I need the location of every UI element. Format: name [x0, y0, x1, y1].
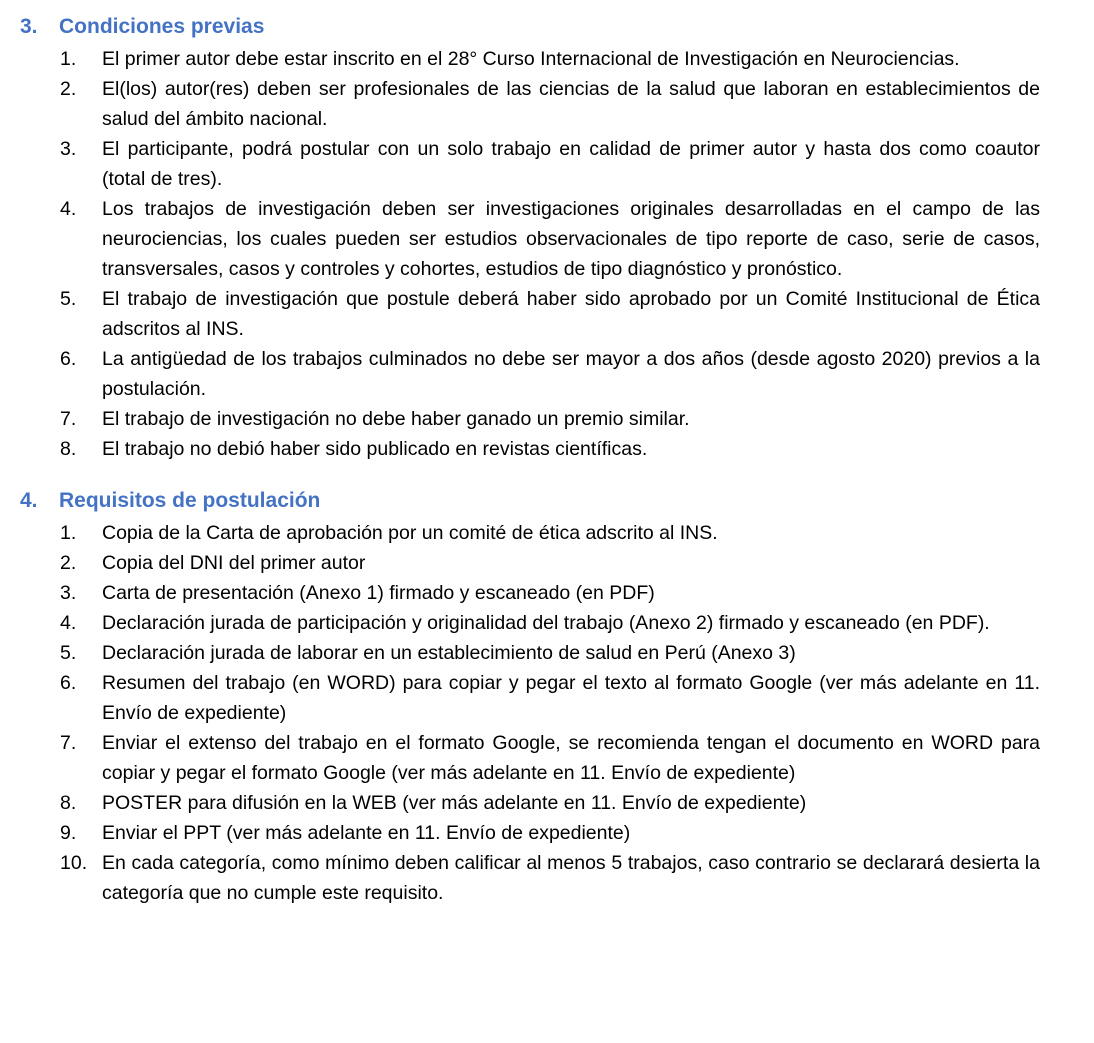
list-item-number: 7. [60, 732, 77, 754]
list-item [0, 404, 1040, 434]
list-item [0, 284, 1040, 344]
section-heading [20, 484, 1094, 518]
list-item [0, 74, 1040, 134]
section-title: Condiciones previas [59, 15, 265, 38]
list-item [0, 578, 1040, 608]
list-item-text: En cada categoría, como mínimo deben calificar al menos 5 trabajos, caso contrario se declarará desierta la categoría que no cumple este requisito. [102, 852, 1040, 904]
list-item-number: 8. [60, 792, 77, 814]
list-item [0, 134, 1040, 194]
section-condiciones-previas [0, 10, 1094, 464]
list-item-number: 3. [60, 582, 77, 604]
list-item-text: Declaración jurada de laborar en un establecimiento de salud en Perú (Anexo 3) [102, 642, 796, 664]
list-item-number: 4. [60, 198, 77, 220]
list-item-text: Enviar el PPT (ver más adelante en 11. Envío de expediente) [102, 822, 631, 844]
list-item-number: 1. [60, 522, 77, 544]
list-item-number: 4. [60, 612, 77, 634]
list-item [0, 344, 1040, 404]
list-item [0, 638, 1040, 668]
list-item-text: Copia de la Carta de aprobación por un comité de ética adscrito al INS. [102, 522, 718, 544]
list-item [0, 818, 1040, 848]
list-item-number: 3. [60, 138, 77, 160]
requirements-list [0, 518, 1094, 908]
section-number: 3. [20, 15, 38, 38]
list-item-text: Carta de presentación (Anexo 1) firmado y escaneado (en PDF) [102, 582, 655, 604]
list-item-number: 7. [60, 408, 77, 430]
list-item-text: El participante, podrá postular con un solo trabajo en calidad de primer autor y hasta dos como coautor (total de tres). [102, 138, 1040, 190]
list-item-number: 2. [60, 78, 77, 100]
list-item [0, 608, 1040, 638]
section-requisitos-postulacion [0, 484, 1094, 908]
list-item-text: Resumen del trabajo (en WORD) para copiar y pegar el texto al formato Google (ver más adelante en 11. Envío de expediente) [102, 672, 1040, 724]
list-item [0, 548, 1040, 578]
list-item [0, 194, 1040, 284]
list-item-text: Copia del DNI del primer autor [102, 552, 366, 574]
list-item [0, 434, 1040, 464]
list-item-number: 8. [60, 438, 77, 460]
list-item-number: 10. [60, 852, 88, 874]
list-item-text: Declaración jurada de participación y originalidad del trabajo (Anexo 2) firmado y escaneado (en PDF). [102, 612, 990, 634]
list-item [0, 668, 1040, 728]
list-item-text: Los trabajos de investigación deben ser investigaciones originales desarrolladas en el campo de las neurociencias, los cuales pueden ser estudios observacionales de tipo reporte de caso, serie de casos, transversales, casos y controles y cohortes, estudios de tipo diagnóstico y pronóstico. [102, 198, 1040, 280]
section-spacer [0, 464, 1094, 484]
list-item [0, 518, 1040, 548]
list-item [0, 728, 1040, 788]
section-title: Requisitos de postulación [59, 489, 321, 512]
list-item-text: La antigüedad de los trabajos culminados no debe ser mayor a dos años (desde agosto 2020) previos a la postulación. [102, 348, 1040, 400]
section-heading [20, 10, 1094, 44]
list-item-number: 5. [60, 642, 77, 664]
section-number: 4. [20, 489, 38, 512]
list-item-number: 9. [60, 822, 77, 844]
list-item [0, 44, 1040, 74]
list-item-text: El primer autor debe estar inscrito en el 28° Curso Internacional de Investigación en Neurociencias. [102, 48, 960, 70]
list-item [0, 788, 1040, 818]
list-item-number: 5. [60, 288, 77, 310]
conditions-list [0, 44, 1094, 464]
list-item-number: 1. [60, 48, 77, 70]
list-item-text: El trabajo no debió haber sido publicado en revistas científicas. [102, 438, 648, 460]
list-item-number: 6. [60, 672, 77, 694]
list-item-text: Enviar el extenso del trabajo en el formato Google, se recomienda tengan el documento en WORD para copiar y pegar el formato Google (ver más adelante en 11. Envío de expediente) [102, 732, 1040, 784]
list-item [0, 848, 1040, 908]
list-item-text: El trabajo de investigación que postule deberá haber sido aprobado por un Comité Institucional de Ética adscritos al INS. [102, 288, 1040, 340]
list-item-text: POSTER para difusión en la WEB (ver más adelante en 11. Envío de expediente) [102, 792, 807, 814]
list-item-text: El(los) autor(res) deben ser profesionales de las ciencias de la salud que laboran en establecimientos de salud del ámbito nacional. [102, 78, 1040, 130]
list-item-number: 6. [60, 348, 77, 370]
list-item-number: 2. [60, 552, 77, 574]
list-item-text: El trabajo de investigación no debe haber ganado un premio similar. [102, 408, 690, 430]
